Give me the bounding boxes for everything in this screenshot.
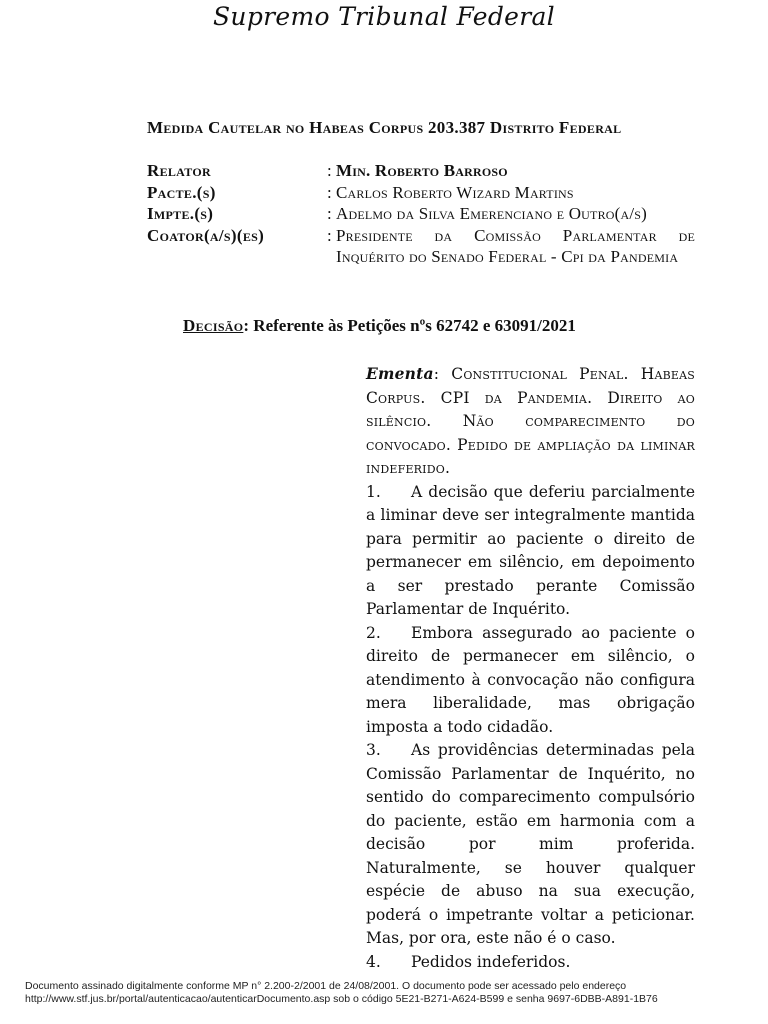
decision-label: Decisão [183, 316, 244, 335]
party-label: Coator(a/s)(es) [147, 225, 265, 245]
ementa-item [366, 739, 695, 951]
party-row-coator [147, 225, 695, 268]
item-number: 1. [366, 482, 381, 501]
decision-text: : Referente às Petições nºs 62742 e 63091/2021 [243, 316, 576, 335]
party-row-impte [147, 203, 695, 225]
party-value: Min. Roberto Barroso [336, 161, 508, 180]
item-text: Embora assegurado ao paciente o direito de permanecer em silêncio, o atendimento à convocação não configura mera liberalidade, mas obrigação imposta a todo cidadão. [366, 623, 695, 736]
party-value: Adelmo da Silva Emerenciano e Outro(a/s) [336, 204, 648, 223]
item-number: 3. [366, 741, 381, 759]
party-colon: : [327, 225, 332, 245]
ementa-label: Ementa [366, 364, 434, 383]
party-label: Pacte.(s) [147, 182, 216, 202]
item-number: 2. [366, 623, 381, 642]
party-colon: : [327, 204, 332, 223]
footer-line-1: Documento assinado digitalmente conforme MP n° 2.200-2/2001 de 24/08/2001. O documento pode ser acessado pelo endereço [25, 980, 627, 992]
ementa-summary [366, 362, 695, 481]
parties-block [147, 160, 695, 268]
party-label: Impte.(s) [147, 204, 214, 223]
party-row-pacte [147, 182, 695, 204]
ementa-item [366, 481, 695, 622]
party-value: Carlos Roberto Wizard Martins [336, 182, 574, 202]
footer-line-2[interactable]: http://www.stf.jus.br/portal/autenticacao/autenticarDocumento.asp sob o código 5E21-B271-A624-B599 e senha 9697-6DBB-A891-1B76 [25, 993, 658, 1005]
party-row-relator [147, 160, 695, 182]
item-text: As providências determinadas pela Comissão Parlamentar de Inquérito, no sentido do comparecimento compulsório do paciente, estão em harmonia com a decisão por mim proferida. Naturalmente, se houver qualquer espécie de abuso na sua execução, poderá o impetrante voltar a peticionar. Mas, por ora, este não é o caso. [366, 741, 695, 947]
party-colon: : [327, 161, 332, 180]
item-text: A decisão que deferiu parcialmente a liminar deve ser integralmente mantida para permitir ao paciente o direito de permanecer em silêncio, em depoimento a ser prestado perante Comissão Parlamentar de Inquérito. [366, 482, 695, 618]
party-label: Relator [147, 161, 211, 180]
decision-heading [183, 316, 576, 336]
court-header: Supremo Tribunal Federal [213, 2, 555, 31]
party-value: Presidente da Comissão Parlamentar de Inquérito do Senado Federal - Cpi da Pandemia [336, 225, 695, 266]
ementa-item [366, 951, 695, 975]
item-text: Pedidos indeferidos. [411, 952, 571, 971]
ementa-head-text: : Constitucional Penal. Habeas Corpus. CPI da Pandemia. Direito ao silêncio. Não comparecimento do convocado. Pedido de ampliação da liminar indeferido. [366, 365, 695, 477]
ementa-block [366, 362, 695, 974]
document-title: Medida Cautelar no Habeas Corpus 203.387 Distrito Federal [147, 118, 622, 137]
ementa-item [366, 622, 695, 740]
item-number: 4. [366, 952, 381, 971]
party-colon: : [327, 182, 332, 202]
signature-footer [25, 980, 755, 1006]
